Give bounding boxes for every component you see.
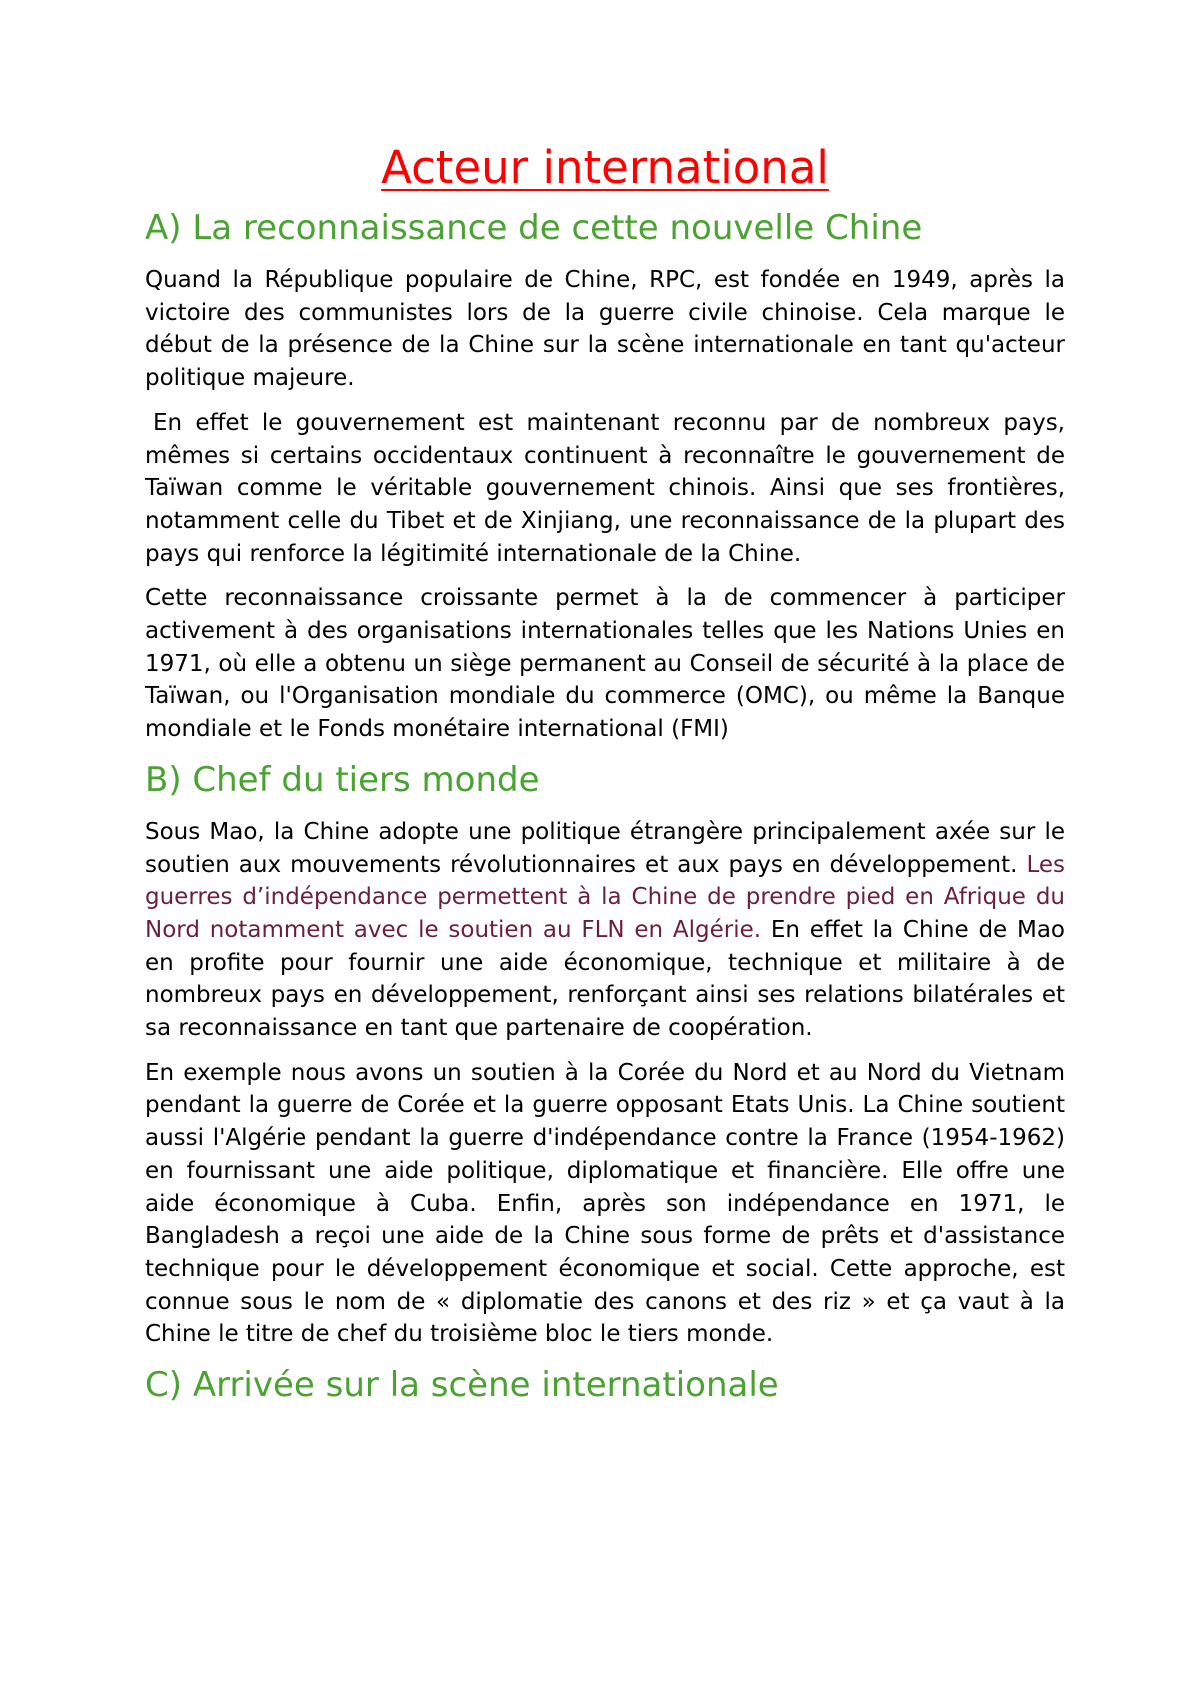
section-heading-a: A) La reconnaissance de cette nouvelle Chine bbox=[145, 208, 923, 248]
paragraph-b1-text-end: En effet la Chine de Mao en profite pour fournir une aide économique, technique et militaire à de nombreux pays en développement, renforçant ainsi ses relations bilatérales et sa reconnaissance en tant que partenaire de coopération. bbox=[145, 916, 1065, 1042]
section-heading-b: B) Chef du tiers monde bbox=[145, 759, 540, 800]
document-title: Acteur international bbox=[381, 141, 829, 194]
paragraph-a3: Cette reconnaissance croissante permet à la de commencer à participer activement à des organisations internationales telles que les Nations Unies en 1971, où elle a obtenu un siège permanent au Conseil de sécurité à la place de Taïwan, ou l'Organisation mondiale du commerce (OMC), ou même la Banque mondiale et le Fonds monétaire international (FMI) bbox=[145, 585, 1065, 743]
paragraph-b2: En exemple nous avons un soutien à la Corée du Nord et au Nord du Vietnam pendant la guerre de Corée et la guerre opposant Etats Unis. La Chine soutient aussi l'Algérie pendant la guerre d'indépendance contre la France (1954-1962) en fournissant une aide politique, diplomatique et financière. Elle offre une aide économique à Cuba. Enfin, après son indépendance en 1971, le Bangladesh a reçoi une aide de la Chine sous forme de prêts et d'assistance technique pour le développement économique et social. Cette approche, est connue sous le nom de « diplomatie des canons et des riz » et ça vaut à la Chine le titre de chef du troisième bloc le tiers monde. bbox=[145, 1059, 1065, 1348]
paragraph-b1 bbox=[145, 816, 1065, 1045]
paragraph-a1: Quand la République populaire de Chine, RPC, est fondée en 1949, après la victoire des communistes lors de la guerre civile chinoise. Cela marque le début de la présence de la Chine sur la scène internationale en tant qu'acteur politique majeure. bbox=[145, 267, 1065, 392]
section-heading-c: C) Arrivée sur la scène internationale bbox=[145, 1365, 779, 1406]
paragraph-a2: En effet le gouvernement est maintenant reconnu par de nombreux pays, mêmes si certains occidentaux continuent à reconnaître le gouvernement de Taïwan comme le véritable gouvernement chinois. Ainsi que ses frontières, notamment celle du Tibet et de Xinjiang, une reconnaissance de la plupart des pays qui renforce la légitimité internationale de la Chine. bbox=[145, 409, 1065, 567]
document-page bbox=[145, 140, 1065, 1421]
paragraph-b1-highlighted-text: Les guerres d’indépendance permettent à la Chine de prendre pied en Afrique du Nord notamment avec le soutien au FLN en Algérie. bbox=[145, 851, 1065, 943]
paragraph-b1-text-start: Sous Mao, la Chine adopte une politique étrangère principalement axée sur le soutien aux mouvements révolutionnaires et aux pays en développement. bbox=[145, 818, 1065, 878]
